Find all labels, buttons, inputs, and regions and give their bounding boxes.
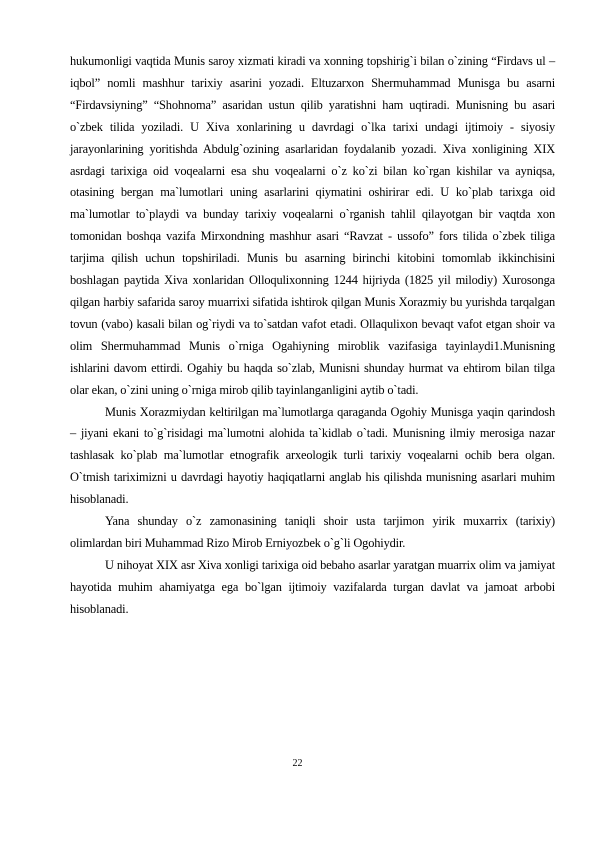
paragraph-ogohiy-relation: Munis Xorazmiydan keltirilgan ma`lumotlarga qaraganda Ogohiy Munisga yaqin qarindosh – jiyani ekani to`g`risidagi ma`lumotni alohida ta`kidlab o`tadi. Munisning ilmiy merosiga nazar tashlasak ko`plab ma`lumotlar etnografik arxeologik turli tarixiy voqealarni ochib bera olgan. O`tmish tariximizni u davrdagi hayotiy haqiqatlarni anglab his qilishda munisning asarlari muhim hisoblanadi. xyxy=(70,404,555,507)
paragraph-ogohiy-intro: Yana shunday o`z zamonasining taniqli shoir usta tarjimon yirik muxarrix (tarixiy) olimlardan biri Muhammad Rizo Mirob Erniyozbek o`g`li Ogohiydir. xyxy=(70,514,555,550)
paragraph-munis-history: hukumonligi vaqtida Munis saroy xizmati kiradi va xonning topshirig`i bilan o`zining “Firdavs ul – iqbol” nomli mashhur tarixiy asarini yozadi. Eltuzarxon Shermuhammad Munisga bu asarni “Firdavsiyning” “Shohnoma” asaridan ustun qilib yaratishni ham uqtiradi. Munisning bu asari o`zbek tilida yoziladi. U Xiva xonlarining u davrdagi o`lka tarixi undagi ijtimoiy - siyosiy jarayonlarining yoritishda Abdulg`ozining asarlaridan foydalanib yozadi. Xiva xonligining XIX asrdagi tarixiga oid voqealarni esa shu voqealarni o`z ko`zi bilan ko`rgan kishilar va ayniqsa, otasining bergan ma`lumotlari uning asarlarini qiymatini oshirirar edi. U ko`plab tarixga oid ma`lumotlar to`playdi va bunday tarixiy voqealarni o`rganish tahlil qilayotgan bir vaqtda xon tomonidan boshqa vazifa Mirxondning mashhur asari “Ravzat - ussofo” fors tilida o`zbek tiliga tarjima qilish uchun topshiriladi. Munis bu asarning birinchi kitobini tomomlab ikkinchisini boshlagan paytida Xiva xonlaridan Olloqulixonning 1244 hijriyda (1825 yil milodiy) Xurosonga qilgan harbiy safarida saroy muarrixi sifatida ishtirok qilgan Munis Xorazmiy bu yurishda tarqalgan tovun (vabo) kasali bilan og`riydi va to`satdan vafot etadi. Ollaqulixon bevaqt vafot etgan shoir va olim Shermuhammad Munis o`rniga Ogahiyning miroblik vazifasiga tayinlaydi1.Munisning ishlarini davom ettirdi. Ogahiy bu haqda so`zlab, Munisni shunday hurmat va ehtirom bilan tilga olar ekan, o`zini uning o`rniga mirob qilib tayinlanganligini aytib o`tadi. xyxy=(70,54,555,397)
page-number: 22 xyxy=(292,758,303,769)
paragraph-ogohiy-role: U nihoyat XIX asr Xiva xonligi tarixiga oid bebaho asarlar yaratgan muarrix olim va jamiyat hayotida muhim ahamiyatga ega bo`lgan ijtimoiy vazifalarda turgan davlat va jamoat arbobi hisoblanadi. xyxy=(70,557,555,616)
document-body xyxy=(70,51,555,621)
